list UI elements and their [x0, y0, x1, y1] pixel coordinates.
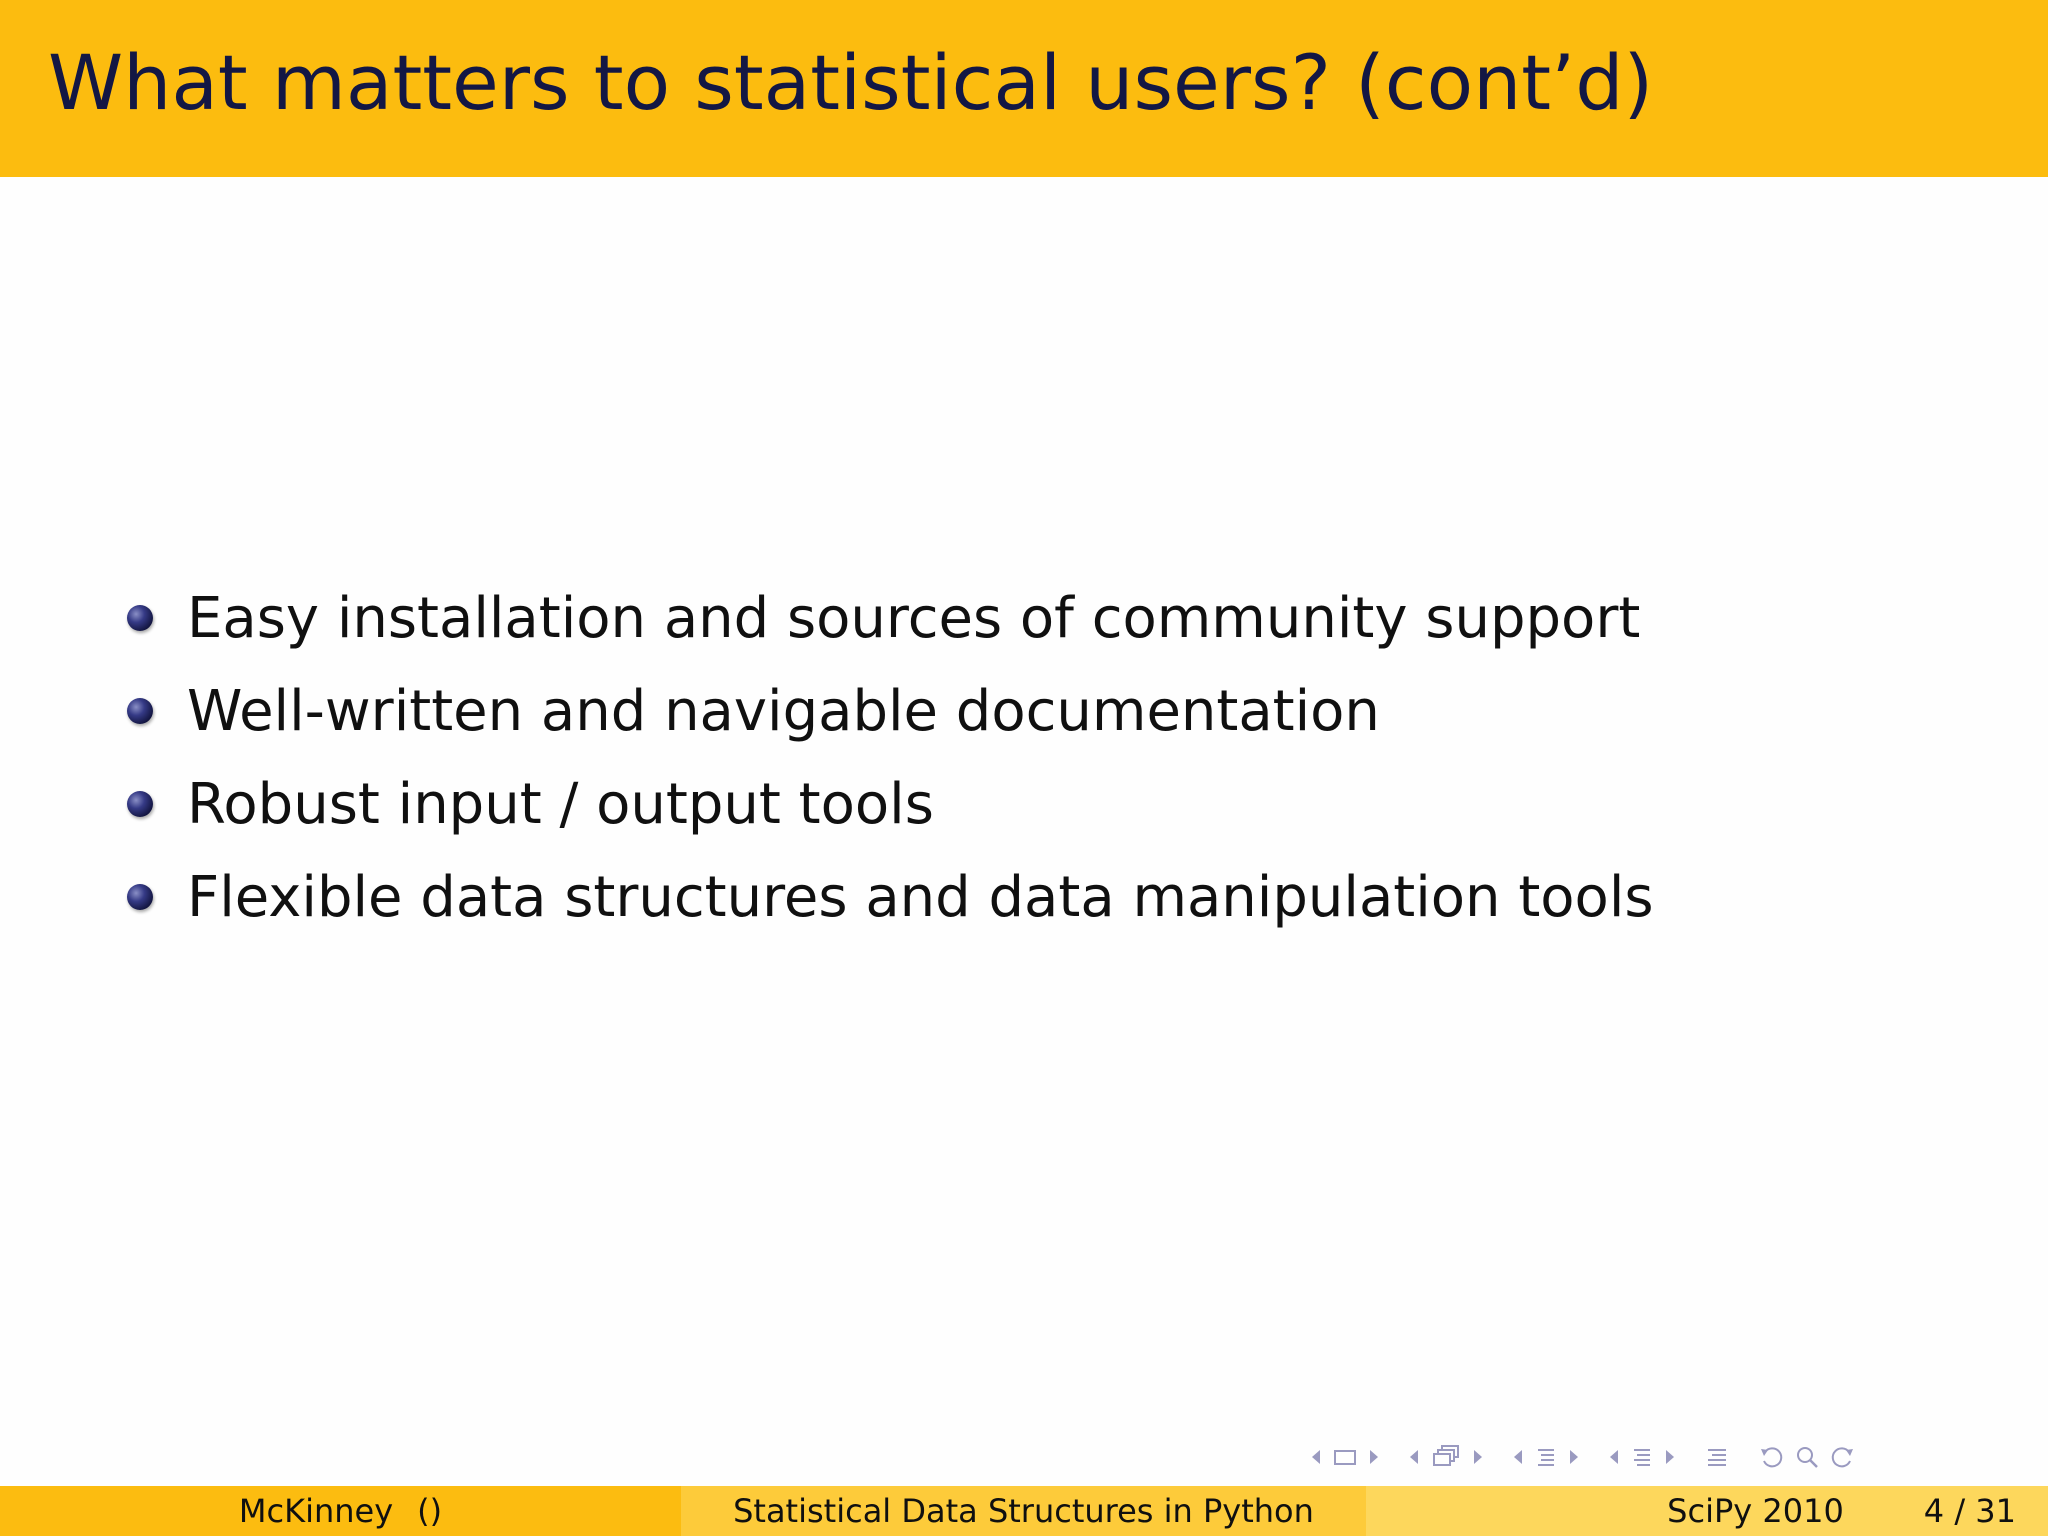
- section-nav-group: [1608, 1445, 1676, 1469]
- next-slide-icon[interactable]: [1472, 1447, 1484, 1467]
- footer-author: McKinney: [238, 1492, 394, 1530]
- bullet-text: Well-written and navigable documentation: [187, 679, 1380, 744]
- footer-affiliation: (): [417, 1492, 443, 1530]
- footer-conference: SciPy 2010: [1667, 1492, 1844, 1530]
- slide-nav-group: [1408, 1444, 1484, 1470]
- slide-footer: [0, 1486, 2048, 1536]
- frame-nav-group: [1310, 1447, 1380, 1467]
- subsection-nav-group: [1512, 1445, 1580, 1469]
- section-icon[interactable]: [1630, 1445, 1654, 1469]
- footer-info-section: [1366, 1486, 2048, 1536]
- bullet-item: [125, 665, 1654, 758]
- footer-title-section: [681, 1486, 1366, 1536]
- bullet-text: Flexible data structures and data manipulation tools: [187, 865, 1654, 930]
- bullet-item: [125, 572, 1654, 665]
- next-section-icon[interactable]: [1664, 1447, 1676, 1467]
- next-subsection-icon[interactable]: [1568, 1447, 1580, 1467]
- bullet-item: [125, 758, 1654, 851]
- bullet-icon: [127, 884, 153, 910]
- bullet-text: Robust input / output tools: [187, 772, 934, 837]
- next-frame-icon[interactable]: [1368, 1447, 1380, 1467]
- bullet-item: [125, 851, 1654, 944]
- slide-title: What matters to statistical users? (cont’d): [48, 38, 1654, 127]
- prev-section-icon[interactable]: [1608, 1447, 1620, 1467]
- slide-title-bar: [0, 0, 2048, 177]
- bullet-icon: [127, 605, 153, 631]
- subsection-icon[interactable]: [1534, 1445, 1558, 1469]
- back-icon[interactable]: [1758, 1444, 1784, 1470]
- footer-page-number: 4 / 31: [1923, 1492, 2016, 1530]
- prev-frame-icon[interactable]: [1310, 1447, 1322, 1467]
- bullet-text: Easy installation and sources of community support: [187, 586, 1641, 651]
- forward-icon[interactable]: [1830, 1444, 1856, 1470]
- bullet-icon: [127, 698, 153, 724]
- slide-icon[interactable]: [1430, 1444, 1462, 1470]
- bullet-icon: [127, 791, 153, 817]
- frame-icon[interactable]: [1332, 1447, 1358, 1467]
- footer-author-section: [0, 1486, 681, 1536]
- history-nav-group: [1758, 1444, 1856, 1470]
- toc-icon[interactable]: [1704, 1445, 1730, 1469]
- toc-nav-group: [1704, 1445, 1730, 1469]
- prev-slide-icon[interactable]: [1408, 1447, 1420, 1467]
- search-icon[interactable]: [1794, 1444, 1820, 1470]
- footer-presentation-title: Statistical Data Structures in Python: [733, 1492, 1314, 1530]
- bullet-list: [125, 572, 1654, 944]
- beamer-navigation-bar: [1310, 1440, 2030, 1474]
- prev-subsection-icon[interactable]: [1512, 1447, 1524, 1467]
